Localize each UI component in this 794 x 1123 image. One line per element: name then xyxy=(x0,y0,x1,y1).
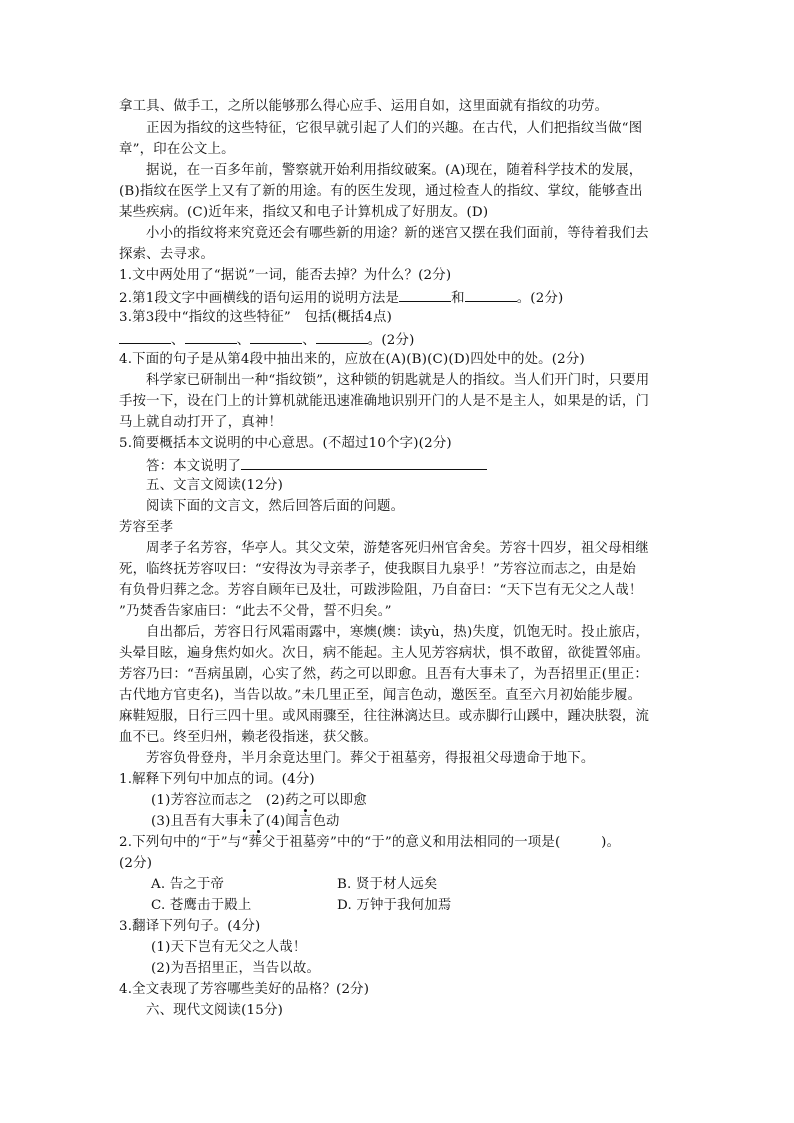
classical-text-line: ”乃焚香告家庙曰：“此去不父骨，誓不归矣。” xyxy=(119,604,392,619)
answer-blank[interactable] xyxy=(119,329,171,344)
question-4-sentence: 科学家已研制出一种“指纹锁”，这种锁的钥匙就是人的指纹。当人们开门时，只要用 xyxy=(146,373,650,388)
question-2-score: 。(2分) xyxy=(516,291,564,306)
question-2 xyxy=(119,287,563,309)
item-text: 可以即愈 xyxy=(312,793,367,808)
question-2-and: 和 xyxy=(451,291,465,306)
question-item xyxy=(151,812,340,832)
passage-line: 拿工具、做手工，之所以能够那么得心应手、运用自如，这里面就有指纹的功劳。 xyxy=(119,99,609,114)
answer-blank[interactable] xyxy=(250,329,302,344)
section-heading: 六、现代文阅读(15分) xyxy=(146,1003,284,1018)
passage-line: 某些疾病。(C)近年来，指纹又和电子计算机成了好朋友。(D) xyxy=(119,205,489,220)
classical-text-line: 麻鞋短服，日行三四十里。或风雨骤至，往往淋漓达旦。或赤脚行山蹊中，踵决肤裂，流 xyxy=(119,709,650,724)
item-text: (2)药 xyxy=(252,793,299,808)
question-4: 4.下面的句子是从第4段中抽出来的，应放在(A)(B)(C)(D)四处中的处。(2分) xyxy=(119,352,585,367)
section5-question-2-score: (2分) xyxy=(119,856,153,871)
classical-text-line: 周孝子名芳容，华亭人。其父文荣，游楚客死归州官舍矣。芳容十四岁，祖父母相继 xyxy=(146,541,649,556)
question-5-answer xyxy=(146,455,487,477)
section5-question-4: 4.全文表现了芳容哪些美好的品格？(2分) xyxy=(119,982,370,997)
section5-question-1: 1.解释下列句中加点的词。(4分) xyxy=(119,772,315,787)
question-5: 5.简要概括本文说明的中心意思。(不超过10个字)(2分) xyxy=(119,436,452,451)
classical-text-line: 血不已。终至归州，赖老役指迷，获父骸。 xyxy=(119,730,378,745)
answer-label: 答：本文说明了 xyxy=(146,459,242,474)
text-title: 芳容至孝 xyxy=(119,520,174,535)
dotted-word: 了 xyxy=(252,814,266,829)
classical-text-line: 有负骨归葬之念。芳容自顾年已及壮，可跋涉险阻，乃自奋曰：“天下岂有无父之人哉！ xyxy=(119,583,643,598)
item-text: (1)芳容泣而志 xyxy=(151,793,239,808)
classical-text-line: 头晕目眩，遍身焦灼如火。次日，病不能起。主人见芳容病状，惧不敢留，欲徙置邻庙。 xyxy=(119,646,650,661)
item-text: (4)闻言色动 xyxy=(265,814,340,829)
separator: 、 xyxy=(236,333,251,348)
dotted-word: 之 xyxy=(298,793,313,808)
answer-blank[interactable] xyxy=(316,329,368,344)
option-d: D. 万钟于我何加焉 xyxy=(337,898,452,913)
separator: 、 xyxy=(302,333,316,348)
passage-line: 正因为指纹的这些特征，它很早就引起了人们的兴趣。在古代，人们把指纹当做“图 xyxy=(146,121,643,136)
section-heading: 五、文言文阅读(12分) xyxy=(146,478,284,493)
option-c: C. 苍鹰击于殿上 xyxy=(151,898,252,913)
passage-line: 章”，印在公文上。 xyxy=(119,142,235,157)
question-1: 1.文中两处用了“据说”一词，能否去掉？为什么？(2分) xyxy=(119,268,452,283)
item-text: (3)且吾有大事未 xyxy=(151,814,253,829)
classical-text-line: 芳容负骨登舟，半月余竟达里门。葬父于祖墓旁，得报祖父母遗命于地下。 xyxy=(146,751,595,766)
question-3: 3.第3段中“指纹的这些特征” 包括(概括4点) xyxy=(119,310,393,325)
classical-text-line: 死，临终抚芳容叹曰：“安得汝为寻亲孝子，使我瞑目九泉乎！”芳容泣而志之，由是始 xyxy=(119,562,636,577)
question-4-sentence: 手按一下，设在门上的计算机就能迅速准确地识别开门的人是不是主人，如果是的话，门 xyxy=(119,394,650,409)
passage-line: 小小的指纹将来究竟还会有哪些新的用途？新的迷宫又摆在我们面前，等待着我们去 xyxy=(146,226,649,241)
dotted-word: 之 xyxy=(238,793,253,808)
question-item xyxy=(151,791,367,811)
option-b: B. 贤于材人远矣 xyxy=(337,877,438,892)
passage-line: 探索、去寻求。 xyxy=(119,247,215,262)
question-item: (1)天下岂有无父之人哉！ xyxy=(151,940,307,955)
passage-line: (B)指纹在医学上又有了新的用途。有的医生发现，通过检查人的指纹、掌纹，能够查出 xyxy=(119,184,643,199)
answer-blank[interactable] xyxy=(399,287,451,302)
classical-text-line: 自出都后，芳容日行风霜雨露中，寒燠(燠：读yù，热)失度，饥饱无时。投止旅店， xyxy=(146,625,650,640)
separator: 、 xyxy=(171,333,185,348)
classical-text-line: 芳容乃曰：“吾病虽剧，心实了然，药之可以即愈。且吾有大事未了，为吾招里正(里正： xyxy=(119,667,648,682)
question-2-text: 2.第1段文字中画横线的语句运用的说明方法是 xyxy=(119,291,400,306)
answer-blank[interactable] xyxy=(465,287,517,302)
question-item: (2)为吾招里正，当告以故。 xyxy=(151,961,321,976)
answer-blank[interactable] xyxy=(185,329,237,344)
classical-text-line: 古代地方官吏名)，当告以故。”未几里正至，闻言色动，邀医至。直至六月初始能步履。 xyxy=(119,688,642,703)
section-instruction: 阅读下面的文言文，然后回答后面的问题。 xyxy=(146,499,405,514)
question-3-score: 。(2分) xyxy=(367,333,415,348)
section5-question-3: 3.翻译下列句子。(4分) xyxy=(119,919,261,934)
passage-line: 据说，在一百多年前，警察就开始利用指纹破案。(A)现在，随着科学技术的发展， xyxy=(146,163,643,178)
question-4-sentence: 马上就自动打开了，真神！ xyxy=(119,415,283,430)
question-3-blanks xyxy=(119,329,415,351)
option-a: A. 告之于帝 xyxy=(151,877,225,892)
section5-question-2: 2.下列句中的“于”与“葬父于祖墓旁”中的“于”的意义和用法相同的一项是( )。 xyxy=(119,835,621,850)
answer-blank[interactable] xyxy=(241,455,487,470)
